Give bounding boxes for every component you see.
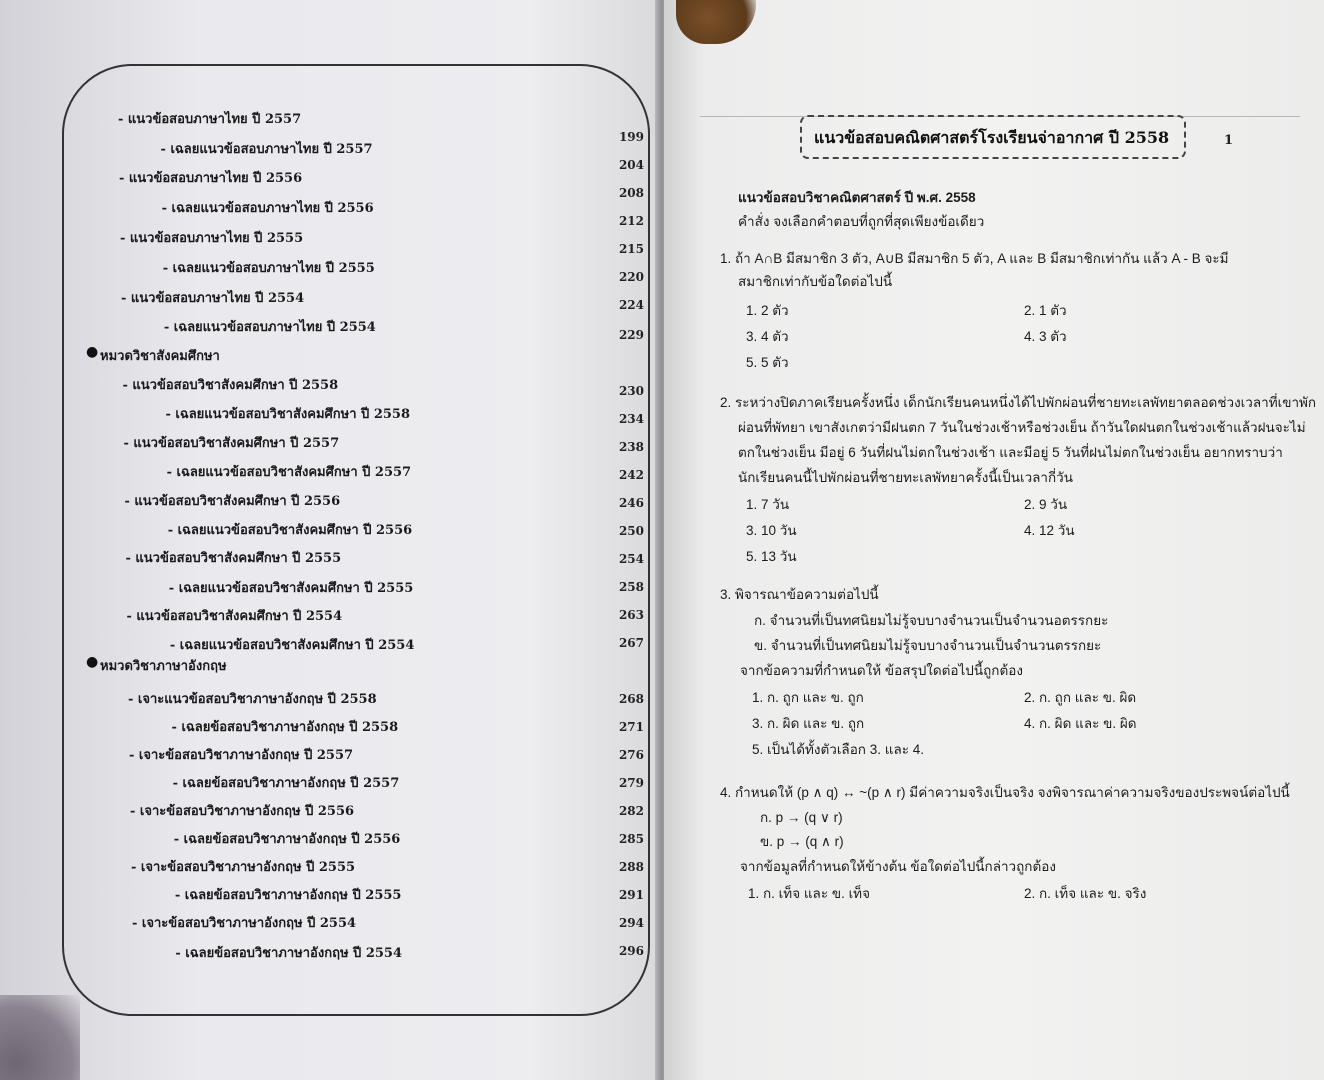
bullet-icon: ● [86,344,99,360]
exam-instruction: คำสั่ง จงเลือกคำตอบที่ถูกที่สุดเพียงข้อเดียว [738,214,985,229]
toc-page-number: 242 [618,468,644,482]
q2-choice: 3. 10 วัน [746,523,797,538]
q1-text-2: สมาชิกเท่ากับข้อใดต่อไปนี้ [738,274,893,289]
toc-section-heading: หมวดวิชาภาษาอังกฤษ [100,659,227,674]
toc-entry-label: - แนวข้อสอบวิชาสังคมศึกษา ปี 2556 [124,494,341,509]
toc-entry-label: - เฉลยแนวข้อสอบภาษาไทย ปี 2555 [162,261,375,276]
q1-choice: 5. 5 ตัว [746,355,789,370]
toc-page-number: 234 [618,412,644,426]
q3-choice: 5. เป็นได้ทั้งตัวเลือก 3. และ 4. [752,742,924,757]
q1-choice: 2. 1 ตัว [1024,303,1067,318]
q2-choice: 5. 13 วัน [746,549,797,564]
toc-entry-label: - แนวข้อสอบภาษาไทย ปี 2555 [120,231,304,246]
chapter-title: แนวข้อสอบคณิตศาสตร์โรงเรียนจ่าอากาศ ปี 2558 [814,128,1170,147]
bullet-icon: ● [86,654,99,670]
toc-entry-label: - เฉลยแนวข้อสอบวิชาสังคมศึกษา ปี 2556 [167,523,413,538]
q3-statement: ก. จำนวนที่เป็นทศนิยมไม่รู้จบบางจำนวนเป็นจำนวนอตรรกยะ [754,613,1109,628]
q1-choice: 3. 4 ตัว [746,329,789,344]
q2-choice: 1. 7 วัน [746,497,790,512]
toc-page-number: 268 [618,692,644,706]
q4-statement: ข. p → (q ∧ r) [760,834,844,849]
q2-text-2: ผ่อนที่พัทยา เขาสังเกตว่ามีฝนตก 7 วันในช่วงเช้าหรือช่วงเย็น ถ้าวันใดฝนตกในช่วงเช้าแล้วฝนจะไม่ [738,420,1306,435]
q1-choice: 1. 2 ตัว [746,303,789,318]
q4-choice: 2. ก. เท็จ และ ข. จริง [1024,886,1147,901]
q2-text-3: ตกในช่วงเย็น มีอยู่ 6 วันที่ฝนไม่ตกในช่วงเช้า และมีอยู่ 5 วันที่ฝนไม่ตกในช่วงเย็น อยากทราบว่า [738,445,1283,460]
toc-page-number: 246 [618,496,644,510]
q1-text: 1. ถ้า A∩B มีสมาชิก 3 ตัว, A∪B มีสมาชิก 5 ตัว, A และ B มีสมาชิกเท่ากัน แล้ว A - B จะมี [720,251,1229,266]
toc-entry-label: - เจาะข้อสอบวิชาภาษาอังกฤษ ปี 2557 [129,748,354,763]
toc-page-number: 204 [618,158,644,172]
q2-text: 2. ระหว่างปิดภาคเรียนครั้งหนึ่ง เด็กนักเรียนคนหนึ่งได้ไปพักผ่อนที่ชายทะเลพัทยาตลอดช่วงเวลาที่เขาพัก [720,395,1317,410]
toc-entry-label: - เจาะข้อสอบวิชาภาษาอังกฤษ ปี 2555 [131,860,356,875]
toc-page-number: 224 [618,298,644,312]
q2-choice: 2. 9 วัน [1024,497,1068,512]
q3-choice: 2. ก. ถูก และ ข. ผิด [1024,690,1137,705]
page-corner-shadow [0,995,80,1080]
exam-heading: แนวข้อสอบวิชาคณิตศาสตร์ ปี พ.ศ. 2558 [738,190,976,205]
q3-choice: 1. ก. ถูก และ ข. ถูก [752,690,864,705]
q3-choice: 4. ก. ผิด และ ข. ผิด [1024,716,1137,731]
toc-entry-label: - เจาะข้อสอบวิชาภาษาอังกฤษ ปี 2554 [132,916,357,931]
toc-page-number: 294 [618,916,644,930]
toc-page-number: 267 [618,636,644,650]
toc-entry-label: - แนวข้อสอบวิชาสังคมศึกษา ปี 2555 [125,551,342,566]
toc-section-heading: หมวดวิชาสังคมศึกษา [100,349,220,364]
toc-page-number: 276 [618,748,644,762]
q3-statement: ข. จำนวนที่เป็นทศนิยมไม่รู้จบบางจำนวนเป็นจำนวนตรรกยะ [754,638,1102,653]
q4-text-2: จากข้อมูลที่กำหนดให้ข้างต้น ข้อใดต่อไปนี้กล่าวถูกต้อง [740,859,1056,874]
toc-page-number: 229 [618,328,644,342]
toc-entry-label: - เฉลยแนวข้อสอบวิชาสังคมศึกษา ปี 2557 [166,465,412,480]
toc-page-number: 279 [618,776,644,790]
toc-entry-label: - แนวข้อสอบภาษาไทย ปี 2554 [121,291,305,306]
toc-page-number: 230 [618,384,644,398]
toc-entry-label: - เฉลยแนวข้อสอบภาษาไทย ปี 2554 [163,320,376,335]
toc-entry-label: - เฉลยข้อสอบวิชาภาษาอังกฤษ ปี 2556 [173,832,401,847]
toc-entry-label: - เจาะแนวข้อสอบวิชาภาษาอังกฤษ ปี 2558 [128,692,377,707]
toc-entry-label: - แนวข้อสอบวิชาสังคมศึกษา ปี 2557 [123,436,340,451]
toc-page-number: 199 [618,130,644,144]
q2-text-4: นักเรียนคนนี้ไปพักผ่อนที่ชายทะเลพัทยาครั้งนี้เป็นเวลากี่วัน [738,470,1073,485]
toc-entry-label: - เฉลยข้อสอบวิชาภาษาอังกฤษ ปี 2555 [174,888,402,903]
toc-page-number: 238 [618,440,644,454]
toc-page-number: 263 [618,608,644,622]
toc-page-number: 212 [618,214,644,228]
toc-page-number: 258 [618,580,644,594]
toc-entry-label: - เฉลยแนวข้อสอบวิชาสังคมศึกษา ปี 2558 [165,407,411,422]
toc-page-number: 291 [618,888,644,902]
toc-entry-label: - เฉลยข้อสอบวิชาภาษาอังกฤษ ปี 2558 [171,720,399,735]
q2-choice: 4. 12 วัน [1024,523,1075,538]
toc-entry-label: - แนวข้อสอบวิชาสังคมศึกษา ปี 2554 [126,609,343,624]
toc-page-number: 250 [618,524,644,538]
toc-entry-label: - เฉลยข้อสอบวิชาภาษาอังกฤษ ปี 2554 [175,946,402,961]
toc-page-number: 271 [618,720,644,734]
toc-entry-label: - เฉลยข้อสอบวิชาภาษาอังกฤษ ปี 2557 [172,776,400,791]
toc-entry-label: - แนวข้อสอบวิชาสังคมศึกษา ปี 2558 [122,378,339,393]
toc-page-number: 208 [618,186,644,200]
toc-entry-label: - เฉลยแนวข้อสอบวิชาสังคมศึกษา ปี 2554 [169,638,415,653]
q4-text: 4. กำหนดให้ (p ∧ q) ↔ ~(p ∧ r) มีค่าความจริงเป็นจริง จงพิจารณาค่าความจริงของประพจน์ต่อไปนี้ [720,785,1290,800]
q4-statement: ก. p → (q ∨ r) [760,810,843,825]
toc-page-number: 288 [618,860,644,874]
toc-page-number: 220 [618,270,644,284]
toc-page-number: 285 [618,832,644,846]
toc-entry-label: - เฉลยแนวข้อสอบภาษาไทย ปี 2556 [161,201,374,216]
q3-text: 3. พิจารณาข้อความต่อไปนี้ [720,587,879,602]
toc-entry-label: - เฉลยแนวข้อสอบวิชาสังคมศึกษา ปี 2555 [168,581,414,596]
q3-text-2: จากข้อความที่กำหนดให้ ข้อสรุปใดต่อไปนี้ถูกต้อง [740,663,1023,678]
toc-page-number: 215 [618,242,644,256]
q1-choice: 4. 3 ตัว [1024,329,1067,344]
toc-entry-label: - เฉลยแนวข้อสอบภาษาไทย ปี 2557 [160,142,373,157]
toc-page-number: 282 [618,804,644,818]
toc-page-number: 254 [618,552,644,566]
toc-entry-label: - แนวข้อสอบภาษาไทย ปี 2556 [119,171,303,186]
q3-choice: 3. ก. ผิด และ ข. ถูก [752,716,865,731]
toc-page-number: 296 [618,944,644,958]
q4-choice: 1. ก. เท็จ และ ข. เท็จ [748,886,870,901]
toc-entry-label: - แนวข้อสอบภาษาไทย ปี 2557 [118,112,302,127]
toc-entry-label: - เจาะข้อสอบวิชาภาษาอังกฤษ ปี 2556 [130,804,355,819]
page-number: 1 [1224,133,1234,148]
